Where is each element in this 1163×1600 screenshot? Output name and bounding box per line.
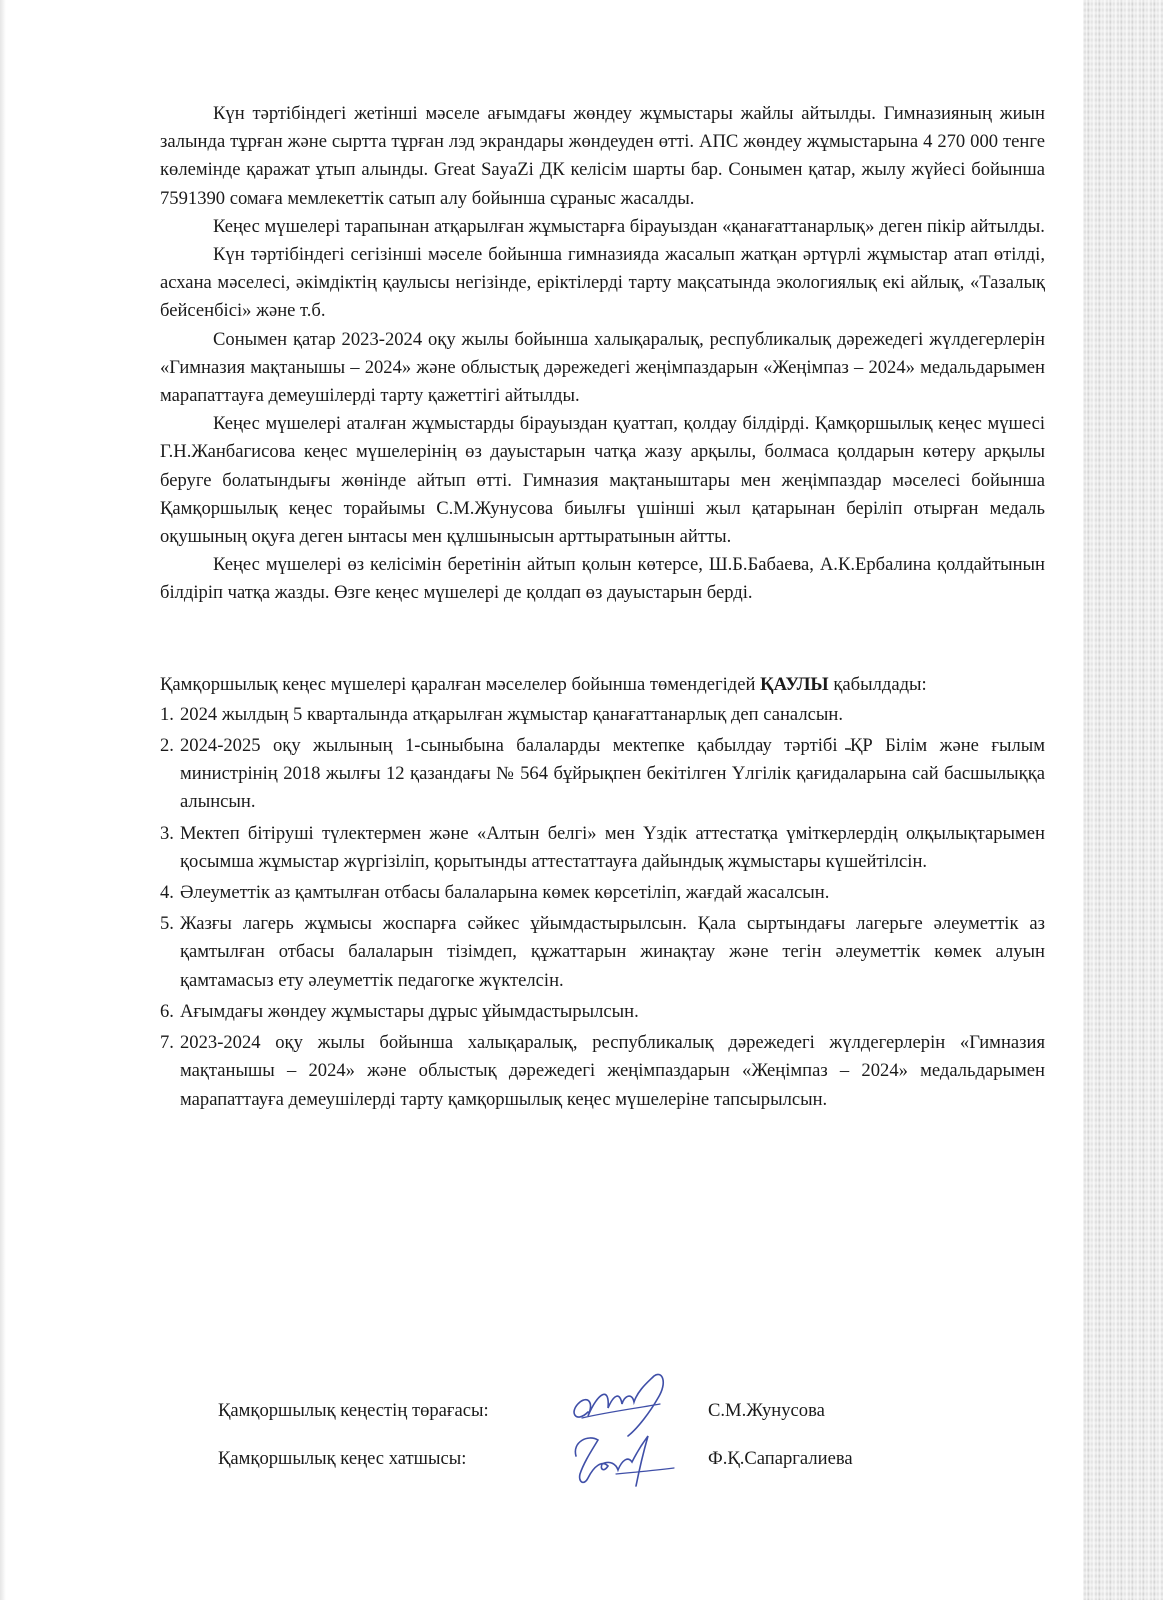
- signature-name: Ф.Қ.Сапаргалиева: [708, 1448, 853, 1469]
- paragraph-medals: Сонымен қатар 2023-2024 оқу жылы бойынша халықаралық, республикалық дәрежедегі жүлдегерлерін «Гимназия мақтанышы – 2024» және облыстық дәрежедегі жеңімпаздарын «Жеңімпаз – 2024» медальдарымен марапаттауға демеушілерді тарту қажеттігі айтылды.: [160, 328, 1045, 407]
- decision-number: 6.: [160, 1000, 174, 1022]
- resolution-intro-text: Қамқоршылық кеңес мүшелері қаралған мәселелер бойынша төмендегідей: [160, 673, 756, 695]
- decision-number: 4.: [160, 882, 174, 904]
- resolution-intro: [160, 671, 1045, 699]
- resolution-section: [160, 671, 1045, 1114]
- decision-item: [160, 820, 1045, 876]
- paragraph-repairs: Күн тәртібіндегі жетінші мәселе ағымдағы жөндеу жұмыстары жайлы айтылды. Гимназияның жиын залында тұрған және сыртта тұрған лэд экрандары жөндеуден өтті. АПС жөндеу жұмыстарына 4 270 000 тенге көлемінде қаражат ұтып алынды. Great SayaZi ДК келісім шарты бар. Сонымен қатар, жылу жүйесі бойынша 7591390 сомаға мемлекеттік сатып алу бойынша сұраныс жасалды.: [160, 103, 1045, 209]
- decision-text: 2024 жылдың 5 кварталында атқарылған жұмыстар қанағаттанарлық деп саналсын.: [180, 703, 843, 725]
- decision-item: [160, 1029, 1045, 1114]
- scan-edge-left: [0, 0, 6, 1600]
- decision-number: 5.: [160, 913, 174, 935]
- decision-text: Мектеп бітіруші түлектермен және «Алтын белгі» мен Үздік аттестатқа үміткерлердің олқылықтарымен қосымша жұмыстар жүргізіліп, қорытынды аттестаттауға дайындық жұмыстары күшейтілсін.: [180, 822, 1045, 872]
- resolution-intro-end: қабылдады:: [833, 673, 927, 695]
- paragraph-opinion: Кеңес мүшелері тарапынан атқарылған жұмыстарға бірауыздан «қанағаттанарлық» деген пікір айтылды.: [213, 215, 1045, 237]
- decision-text: 2024-2025 оқу жылының 1-сыныбына балаларды мектепке қабылдау тәртібі ҚР Білім және ғылым министрінің 2018 жылғы 12 қазандағы № 564 бұйрықпен бекітілген Үлгілік қағидаларына сай басшылыққа алынсын.: [180, 735, 1045, 813]
- signature-role: Қамқоршылық кеңес хатшысы:: [218, 1448, 467, 1469]
- decision-number: 1.: [160, 703, 174, 725]
- decision-number: 2.: [160, 735, 174, 757]
- paragraph-votes: Кеңес мүшелері өз келісімін беретінін айтып қолын көтерсе, Ш.Б.Бабаева, А.К.Ербалина қолдайтынын білдіріп чатқа жазды. Өзге кеңес мүшелері де қолдап өз дауыстарын берді.: [160, 554, 1045, 604]
- signature-name: С.М.Жунусова: [708, 1400, 825, 1421]
- decision-number: 7.: [160, 1032, 174, 1054]
- signature-row-secretary: [218, 1448, 918, 1496]
- document-page: [160, 100, 1045, 1117]
- decision-text: 2023-2024 оқу жылы бойынша халықаралық, республикалық дәрежедегі жүлдегерлерін «Гимназия мақтанышы – 2024» және облыстық дәрежедегі жеңімпаздарын «Жеңімпаз – 2024» медальдарымен марапаттауға демеушілерді тарту қамқоршылық кеңес мүшелеріне тапсырылсын.: [180, 1032, 1045, 1110]
- decision-item: [160, 701, 1045, 729]
- paragraph-eighth-issue: Күн тәртібіндегі сегізінші мәселе бойынша гимназияда жасалып жатқан әртүрлі жұмыстар атап өтілді, асхана мәселесі, әкімдіктің қаулысы негізінде, еріктілерді тарту мақсатында экологиялық екі айлық, «Тазалық бейсенбісі» және т.б.: [160, 244, 1045, 322]
- decision-item: [160, 910, 1045, 995]
- handwritten-signature-secretary: [558, 1426, 688, 1496]
- scan-edge-right: [1083, 0, 1163, 1600]
- paragraph-support: Кеңес мүшелері аталған жұмыстарды бірауыздан қуаттап, қолдау білдірді. Қамқоршылық кеңес мүшесі Г.Н.Жанбагисова кеңес мүшелерінің өз дауыстарын чатқа жазу арқылы, болмаса қолдарын көтеру арқылы беруге болатындығы жөнінде айтып өтті. Гимназия мақтаныштары мен жеңімпаздар мәселесі бойынша Қамқоршылық кеңес торайымы С.М.Жунусова биылғы үшінші жыл қатарынан беріліп отырған медаль оқушының оқуға деген ынтасы мен құлшынысын арттыратынын айтты.: [160, 413, 1045, 548]
- signature-role: Қамқоршылық кеңестің төрағасы:: [218, 1400, 489, 1421]
- decision-text: Жазғы лагерь жұмысы жоспарға сәйкес ұйымдастырылсын. Қала сыртындағы лагерьге әлеуметтік аз қамтылған отбасы балаларын тізімдеп, құжаттарын жинақтау және тегін әлеуметтік көмек алуын қамтамасыз ету әлеуметтік педагогке жүктелсін.: [180, 913, 1045, 991]
- decision-item: [160, 998, 1045, 1026]
- decision-item: [160, 879, 1045, 907]
- resolution-keyword: ҚАУЛЫ: [760, 673, 829, 695]
- decision-item: [160, 732, 1045, 817]
- decision-list: [160, 701, 1045, 1114]
- decision-number: 3.: [160, 822, 174, 844]
- decision-text: Әлеуметтік аз қамтылған отбасы балаларына көмек көрсетіліп, жағдай жасалсын.: [180, 882, 830, 904]
- decision-text: Ағымдағы жөндеу жұмыстары дұрыс ұйымдастырылсын.: [180, 1000, 639, 1022]
- signature-block: [218, 1400, 918, 1496]
